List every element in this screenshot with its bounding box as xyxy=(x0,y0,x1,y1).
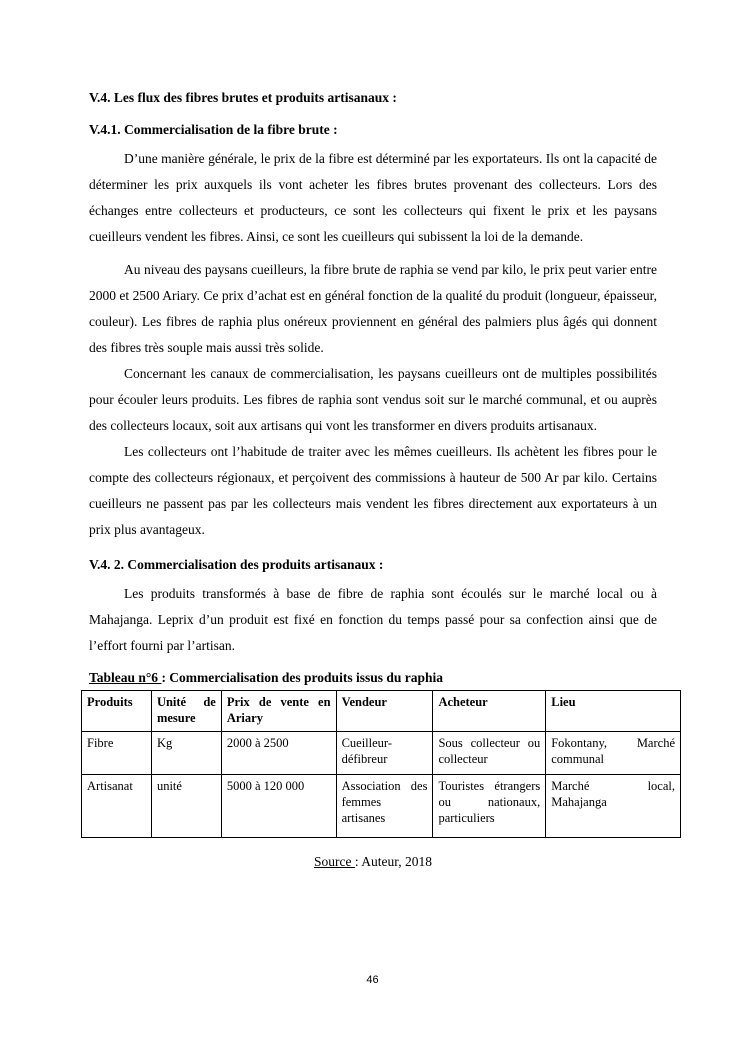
paragraph: D’une manière générale, le prix de la fibre est déterminé par les exportateurs. Ils ont la capacité de déterminer les prix auxquels ils vont acheter les fibres brutes provenant des collecteurs. Lors des échanges entre collecteurs et producteurs, ce sont les collecteurs qui fixent le prix et les paysans cueilleurs vendent les fibres. Ainsi, ce sont les cueilleurs qui subissent la loi de la demande. xyxy=(89,151,657,244)
paragraph: Les collecteurs ont l’habitude de traiter avec les mêmes cueilleurs. Ils achètent les fibres pour le compte des collecteurs régionaux, et perçoivent des commissions à hauteur de 500 Ar par kilo. Certains cueilleurs ne passent pas par les collecteurs mais vendent les fibres directement aux exportateurs à un prix plus avantageux. xyxy=(89,444,657,537)
paragraph: Les produits transformés à base de fibre de raphia sont écoulés sur le marché local ou à Mahajanga. Leprix d’un produit est fixé en fonction du temps passé pour sa confection ainsi que de l’effort fourni par l’artisan. xyxy=(89,586,657,653)
table-cell: 2000 à 2500 xyxy=(221,732,336,775)
section-title: V.4. Les flux des fibres brutes et produits artisanaux : xyxy=(89,90,397,105)
commercialisation-table xyxy=(81,690,681,838)
table-cell: Kg xyxy=(151,732,221,775)
table-header-cell: Unité de mesure xyxy=(151,691,221,732)
page-number: 46 xyxy=(366,974,379,986)
table-cell: Cueilleur-défibreur xyxy=(336,732,433,775)
document-page xyxy=(87,84,675,872)
table-source xyxy=(89,852,657,872)
table-header-cell: Lieu xyxy=(546,691,681,732)
table-header-cell: Acheteur xyxy=(433,691,546,732)
table-cell: Fokontany, Marché communal xyxy=(546,732,681,775)
table-cell: Touristes étrangers ou nationaux, particuliers xyxy=(433,775,546,838)
table-header-cell: Prix de vente en Ariary xyxy=(221,691,336,732)
table-caption-label: Tableau n°6 xyxy=(89,670,162,685)
table-cell: Association des femmes artisanes xyxy=(336,775,433,838)
table-header-row xyxy=(82,691,681,732)
subsection-title-fibre: V.4.1. Commercialisation de la fibre brute : xyxy=(89,122,338,137)
table-cell: Artisanat xyxy=(82,775,152,838)
table-header-cell: Produits xyxy=(82,691,152,732)
table-cell: 5000 à 120 000 xyxy=(221,775,336,838)
table-caption-text: : Commercialisation des produits issus du raphia xyxy=(161,670,443,685)
table-row xyxy=(82,775,681,838)
table-row xyxy=(82,732,681,775)
table-cell: Marché local, Mahajanga xyxy=(546,775,681,838)
table-caption xyxy=(89,668,657,688)
paragraph: Au niveau des paysans cueilleurs, la fibre brute de raphia se vend par kilo, le prix peut varier entre 2000 et 2500 Ariary. Ce prix d’achat est en général fonction de la qualité du produit (longueur, épaisseur, couleur). Les fibres de raphia plus onéreux proviennent en général des palmiers plus âgés qui donnent des fibres très souple mais aussi très solide. xyxy=(89,262,657,355)
table-cell: Fibre xyxy=(82,732,152,775)
paragraph: Concernant les canaux de commercialisation, les paysans cueilleurs ont de multiples possibilités pour écouler leurs produits. Les fibres de raphia sont vendus soit sur le marché communal, et ou auprès des collecteurs locaux, soit aux artisans qui vont les transformer en divers produits artisanaux. xyxy=(89,366,657,433)
subsection-title-artisanat: V.4. 2. Commercialisation des produits artisanaux : xyxy=(89,557,384,572)
source-text: : Auteur, 2018 xyxy=(354,854,432,869)
source-label: Source xyxy=(314,854,355,869)
table-cell: Sous collecteur ou collecteur xyxy=(433,732,546,775)
table-header-cell: Vendeur xyxy=(336,691,433,732)
table-cell: unité xyxy=(151,775,221,838)
